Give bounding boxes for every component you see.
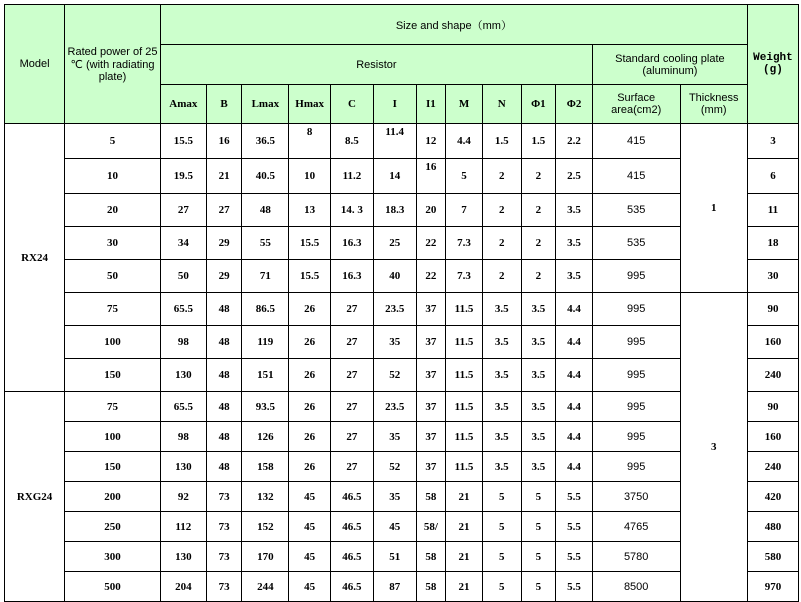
table-row bbox=[5, 572, 799, 602]
value-cell: 37 bbox=[416, 359, 446, 392]
value-cell: 46.5 bbox=[331, 572, 374, 602]
value-cell: 204 bbox=[160, 572, 206, 602]
value-cell: 46.5 bbox=[331, 542, 374, 572]
value-cell: 16 bbox=[206, 124, 242, 159]
value-cell: 130 bbox=[160, 359, 206, 392]
value-cell: 27 bbox=[206, 194, 242, 227]
surface-area-cell: 5780 bbox=[592, 542, 680, 572]
rated-power-cell: 5 bbox=[65, 124, 161, 159]
value-cell: 15.5 bbox=[289, 260, 331, 293]
value-cell: 1.5 bbox=[521, 124, 556, 159]
rated-power-cell: 75 bbox=[65, 293, 161, 326]
value-cell: 14. 3 bbox=[331, 194, 374, 227]
value-cell: 4.4 bbox=[556, 326, 593, 359]
value-cell: 48 bbox=[206, 392, 242, 422]
rated-power-cell: 100 bbox=[65, 326, 161, 359]
value-cell: 92 bbox=[160, 482, 206, 512]
size-shape-header: Size and shape（mm） bbox=[160, 5, 747, 45]
surface-area-header: Surface area(cm2) bbox=[592, 85, 680, 124]
value-cell: 13 bbox=[289, 194, 331, 227]
value-cell: 2 bbox=[521, 159, 556, 194]
value-cell: 27 bbox=[331, 359, 374, 392]
table-row bbox=[5, 227, 799, 260]
value-cell: 12 bbox=[416, 124, 446, 159]
value-cell: 4.4 bbox=[556, 392, 593, 422]
thickness-header: Thickness (mm) bbox=[680, 85, 747, 124]
col-header-phi1: Φ1 bbox=[521, 85, 556, 124]
value-cell: 27 bbox=[331, 422, 374, 452]
value-cell: 11.5 bbox=[446, 326, 483, 359]
value-cell: 3.5 bbox=[482, 452, 521, 482]
value-cell: 2 bbox=[482, 260, 521, 293]
rated-power-cell: 30 bbox=[65, 227, 161, 260]
resistor-header: Resistor bbox=[160, 45, 592, 85]
value-cell: 27 bbox=[331, 293, 374, 326]
value-cell: 5 bbox=[521, 512, 556, 542]
value-cell: 46.5 bbox=[331, 512, 374, 542]
table-row bbox=[5, 392, 799, 422]
surface-area-cell: 415 bbox=[592, 124, 680, 159]
surface-area-cell: 995 bbox=[592, 260, 680, 293]
value-cell: 18.3 bbox=[373, 194, 416, 227]
table-row bbox=[5, 422, 799, 452]
table-row bbox=[5, 159, 799, 194]
value-cell: 48 bbox=[242, 194, 289, 227]
value-cell: 26 bbox=[289, 293, 331, 326]
table-row bbox=[5, 124, 799, 159]
value-cell: 35 bbox=[373, 326, 416, 359]
rated-power-cell: 10 bbox=[65, 159, 161, 194]
value-cell: 3.5 bbox=[482, 392, 521, 422]
value-cell: 27 bbox=[331, 392, 374, 422]
table-row bbox=[5, 326, 799, 359]
value-cell: 21 bbox=[446, 542, 483, 572]
rated-power-cell: 150 bbox=[65, 452, 161, 482]
value-cell: 10 bbox=[289, 159, 331, 194]
weight-cell: 160 bbox=[747, 422, 798, 452]
value-cell: 93.5 bbox=[242, 392, 289, 422]
value-cell: 244 bbox=[242, 572, 289, 602]
value-cell: 21 bbox=[446, 572, 483, 602]
col-header-n: N bbox=[482, 85, 521, 124]
value-cell: 5 bbox=[521, 572, 556, 602]
value-cell: 98 bbox=[160, 422, 206, 452]
value-cell: 5 bbox=[446, 159, 483, 194]
value-cell: 48 bbox=[206, 422, 242, 452]
value-cell: 3.5 bbox=[482, 359, 521, 392]
rated-power-cell: 300 bbox=[65, 542, 161, 572]
value-cell: 21 bbox=[206, 159, 242, 194]
value-cell: 4.4 bbox=[556, 293, 593, 326]
value-cell: 19.5 bbox=[160, 159, 206, 194]
model-cell: RXG24 bbox=[5, 392, 65, 602]
value-cell: 45 bbox=[373, 512, 416, 542]
value-cell: 7.3 bbox=[446, 227, 483, 260]
value-cell: 3.5 bbox=[482, 422, 521, 452]
value-cell: 26 bbox=[289, 359, 331, 392]
rated-power-header: Rated power of 25 ℃ (with radiating plate) bbox=[65, 5, 161, 124]
col-header-i1: I1 bbox=[416, 85, 446, 124]
value-cell: 58 bbox=[416, 542, 446, 572]
value-cell: 11.5 bbox=[446, 422, 483, 452]
value-cell: 112 bbox=[160, 512, 206, 542]
value-cell: 26 bbox=[289, 326, 331, 359]
value-cell: 1.5 bbox=[482, 124, 521, 159]
weight-cell: 30 bbox=[747, 260, 798, 293]
rated-power-cell: 20 bbox=[65, 194, 161, 227]
weight-cell: 11 bbox=[747, 194, 798, 227]
value-cell: 5.5 bbox=[556, 542, 593, 572]
surface-area-cell: 995 bbox=[592, 326, 680, 359]
value-cell: 2 bbox=[521, 260, 556, 293]
value-cell: 3.5 bbox=[521, 359, 556, 392]
value-cell: 16.3 bbox=[331, 260, 374, 293]
value-cell: 11.4 bbox=[373, 124, 416, 159]
value-cell: 158 bbox=[242, 452, 289, 482]
value-cell: 21 bbox=[446, 482, 483, 512]
value-cell: 73 bbox=[206, 512, 242, 542]
value-cell: 5 bbox=[482, 542, 521, 572]
rated-power-cell: 250 bbox=[65, 512, 161, 542]
col-header-hmax: Hmax bbox=[289, 85, 331, 124]
value-cell: 132 bbox=[242, 482, 289, 512]
surface-area-cell: 535 bbox=[592, 194, 680, 227]
weight-cell: 420 bbox=[747, 482, 798, 512]
value-cell: 27 bbox=[331, 326, 374, 359]
weight-cell: 970 bbox=[747, 572, 798, 602]
value-cell: 58 bbox=[416, 482, 446, 512]
value-cell: 119 bbox=[242, 326, 289, 359]
cooling-plate-header: Standard cooling plate (aluminum) bbox=[592, 45, 747, 85]
value-cell: 7 bbox=[446, 194, 483, 227]
value-cell: 29 bbox=[206, 260, 242, 293]
value-cell: 36.5 bbox=[242, 124, 289, 159]
col-header-i: I bbox=[373, 85, 416, 124]
value-cell: 3.5 bbox=[521, 326, 556, 359]
value-cell: 45 bbox=[289, 512, 331, 542]
value-cell: 11.5 bbox=[446, 293, 483, 326]
value-cell: 52 bbox=[373, 452, 416, 482]
value-cell: 4.4 bbox=[556, 452, 593, 482]
value-cell: 73 bbox=[206, 542, 242, 572]
value-cell: 8 bbox=[289, 124, 331, 159]
value-cell: 2 bbox=[482, 194, 521, 227]
value-cell: 51 bbox=[373, 542, 416, 572]
surface-area-cell: 995 bbox=[592, 422, 680, 452]
col-header-phi2: Φ2 bbox=[556, 85, 593, 124]
value-cell: 37 bbox=[416, 422, 446, 452]
col-header-c: C bbox=[331, 85, 374, 124]
weight-header: Weight (g) bbox=[747, 5, 798, 124]
value-cell: 2 bbox=[521, 227, 556, 260]
value-cell: 3.5 bbox=[556, 260, 593, 293]
value-cell: 2.5 bbox=[556, 159, 593, 194]
value-cell: 5 bbox=[521, 542, 556, 572]
value-cell: 40 bbox=[373, 260, 416, 293]
value-cell: 2 bbox=[482, 159, 521, 194]
value-cell: 11.5 bbox=[446, 359, 483, 392]
value-cell: 130 bbox=[160, 452, 206, 482]
value-cell: 73 bbox=[206, 482, 242, 512]
value-cell: 48 bbox=[206, 326, 242, 359]
value-cell: 25 bbox=[373, 227, 416, 260]
value-cell: 23.5 bbox=[373, 392, 416, 422]
value-cell: 45 bbox=[289, 482, 331, 512]
value-cell: 16 bbox=[416, 159, 446, 194]
value-cell: 52 bbox=[373, 359, 416, 392]
col-header-m: M bbox=[446, 85, 483, 124]
rated-power-cell: 75 bbox=[65, 392, 161, 422]
value-cell: 5 bbox=[482, 482, 521, 512]
surface-area-cell: 995 bbox=[592, 293, 680, 326]
value-cell: 14 bbox=[373, 159, 416, 194]
value-cell: 50 bbox=[160, 260, 206, 293]
value-cell: 151 bbox=[242, 359, 289, 392]
value-cell: 35 bbox=[373, 422, 416, 452]
value-cell: 3.5 bbox=[556, 227, 593, 260]
thickness-cell: 3 bbox=[680, 293, 747, 602]
value-cell: 16.3 bbox=[331, 227, 374, 260]
value-cell: 3.5 bbox=[521, 422, 556, 452]
table-body bbox=[5, 124, 799, 602]
value-cell: 55 bbox=[242, 227, 289, 260]
thickness-cell: 1 bbox=[680, 124, 747, 293]
value-cell: 11.5 bbox=[446, 452, 483, 482]
value-cell: 15.5 bbox=[289, 227, 331, 260]
value-cell: 87 bbox=[373, 572, 416, 602]
value-cell: 48 bbox=[206, 452, 242, 482]
value-cell: 2 bbox=[482, 227, 521, 260]
col-header-amax: Amax bbox=[160, 85, 206, 124]
surface-area-cell: 8500 bbox=[592, 572, 680, 602]
value-cell: 48 bbox=[206, 359, 242, 392]
table-row bbox=[5, 293, 799, 326]
surface-area-cell: 995 bbox=[592, 392, 680, 422]
value-cell: 15.5 bbox=[160, 124, 206, 159]
value-cell: 4.4 bbox=[446, 124, 483, 159]
value-cell: 3.5 bbox=[482, 293, 521, 326]
surface-area-cell: 535 bbox=[592, 227, 680, 260]
value-cell: 58/ bbox=[416, 512, 446, 542]
value-cell: 29 bbox=[206, 227, 242, 260]
table-row bbox=[5, 542, 799, 572]
value-cell: 73 bbox=[206, 572, 242, 602]
value-cell: 3.5 bbox=[521, 452, 556, 482]
weight-cell: 6 bbox=[747, 159, 798, 194]
surface-area-cell: 3750 bbox=[592, 482, 680, 512]
weight-cell: 18 bbox=[747, 227, 798, 260]
value-cell: 5 bbox=[521, 482, 556, 512]
value-cell: 34 bbox=[160, 227, 206, 260]
value-cell: 130 bbox=[160, 542, 206, 572]
value-cell: 21 bbox=[446, 512, 483, 542]
table-row bbox=[5, 482, 799, 512]
value-cell: 2.2 bbox=[556, 124, 593, 159]
col-header-lmax: Lmax bbox=[242, 85, 289, 124]
value-cell: 126 bbox=[242, 422, 289, 452]
value-cell: 23.5 bbox=[373, 293, 416, 326]
value-cell: 65.5 bbox=[160, 392, 206, 422]
value-cell: 5.5 bbox=[556, 482, 593, 512]
value-cell: 26 bbox=[289, 452, 331, 482]
weight-cell: 160 bbox=[747, 326, 798, 359]
weight-cell: 580 bbox=[747, 542, 798, 572]
weight-cell: 240 bbox=[747, 452, 798, 482]
value-cell: 11.2 bbox=[331, 159, 374, 194]
surface-area-cell: 995 bbox=[592, 452, 680, 482]
surface-area-cell: 4765 bbox=[592, 512, 680, 542]
value-cell: 45 bbox=[289, 572, 331, 602]
value-cell: 22 bbox=[416, 260, 446, 293]
value-cell: 20 bbox=[416, 194, 446, 227]
table-row bbox=[5, 512, 799, 542]
value-cell: 3.5 bbox=[556, 194, 593, 227]
spec-table bbox=[4, 4, 799, 602]
value-cell: 35 bbox=[373, 482, 416, 512]
weight-cell: 90 bbox=[747, 392, 798, 422]
value-cell: 5.5 bbox=[556, 512, 593, 542]
value-cell: 26 bbox=[289, 422, 331, 452]
rated-power-cell: 50 bbox=[65, 260, 161, 293]
value-cell: 37 bbox=[416, 326, 446, 359]
table-row bbox=[5, 194, 799, 227]
value-cell: 48 bbox=[206, 293, 242, 326]
value-cell: 71 bbox=[242, 260, 289, 293]
table-row bbox=[5, 260, 799, 293]
value-cell: 5 bbox=[482, 512, 521, 542]
value-cell: 65.5 bbox=[160, 293, 206, 326]
value-cell: 8.5 bbox=[331, 124, 374, 159]
table-row bbox=[5, 452, 799, 482]
value-cell: 58 bbox=[416, 572, 446, 602]
value-cell: 5 bbox=[482, 572, 521, 602]
col-header-b: B bbox=[206, 85, 242, 124]
model-cell: RX24 bbox=[5, 124, 65, 392]
value-cell: 170 bbox=[242, 542, 289, 572]
value-cell: 3.5 bbox=[482, 326, 521, 359]
value-cell: 152 bbox=[242, 512, 289, 542]
value-cell: 3.5 bbox=[521, 293, 556, 326]
value-cell: 37 bbox=[416, 293, 446, 326]
value-cell: 7.3 bbox=[446, 260, 483, 293]
value-cell: 98 bbox=[160, 326, 206, 359]
value-cell: 3.5 bbox=[521, 392, 556, 422]
value-cell: 86.5 bbox=[242, 293, 289, 326]
weight-cell: 90 bbox=[747, 293, 798, 326]
value-cell: 26 bbox=[289, 392, 331, 422]
value-cell: 5.5 bbox=[556, 572, 593, 602]
value-cell: 22 bbox=[416, 227, 446, 260]
surface-area-cell: 415 bbox=[592, 159, 680, 194]
value-cell: 2 bbox=[521, 194, 556, 227]
value-cell: 4.4 bbox=[556, 359, 593, 392]
weight-cell: 3 bbox=[747, 124, 798, 159]
rated-power-cell: 100 bbox=[65, 422, 161, 452]
value-cell: 27 bbox=[160, 194, 206, 227]
surface-area-cell: 995 bbox=[592, 359, 680, 392]
rated-power-cell: 500 bbox=[65, 572, 161, 602]
value-cell: 46.5 bbox=[331, 482, 374, 512]
value-cell: 37 bbox=[416, 452, 446, 482]
value-cell: 11.5 bbox=[446, 392, 483, 422]
rated-power-cell: 200 bbox=[65, 482, 161, 512]
value-cell: 45 bbox=[289, 542, 331, 572]
weight-cell: 480 bbox=[747, 512, 798, 542]
value-cell: 4.4 bbox=[556, 422, 593, 452]
value-cell: 40.5 bbox=[242, 159, 289, 194]
model-header: Model bbox=[5, 5, 65, 124]
weight-cell: 240 bbox=[747, 359, 798, 392]
table-row bbox=[5, 359, 799, 392]
value-cell: 27 bbox=[331, 452, 374, 482]
rated-power-cell: 150 bbox=[65, 359, 161, 392]
value-cell: 37 bbox=[416, 392, 446, 422]
